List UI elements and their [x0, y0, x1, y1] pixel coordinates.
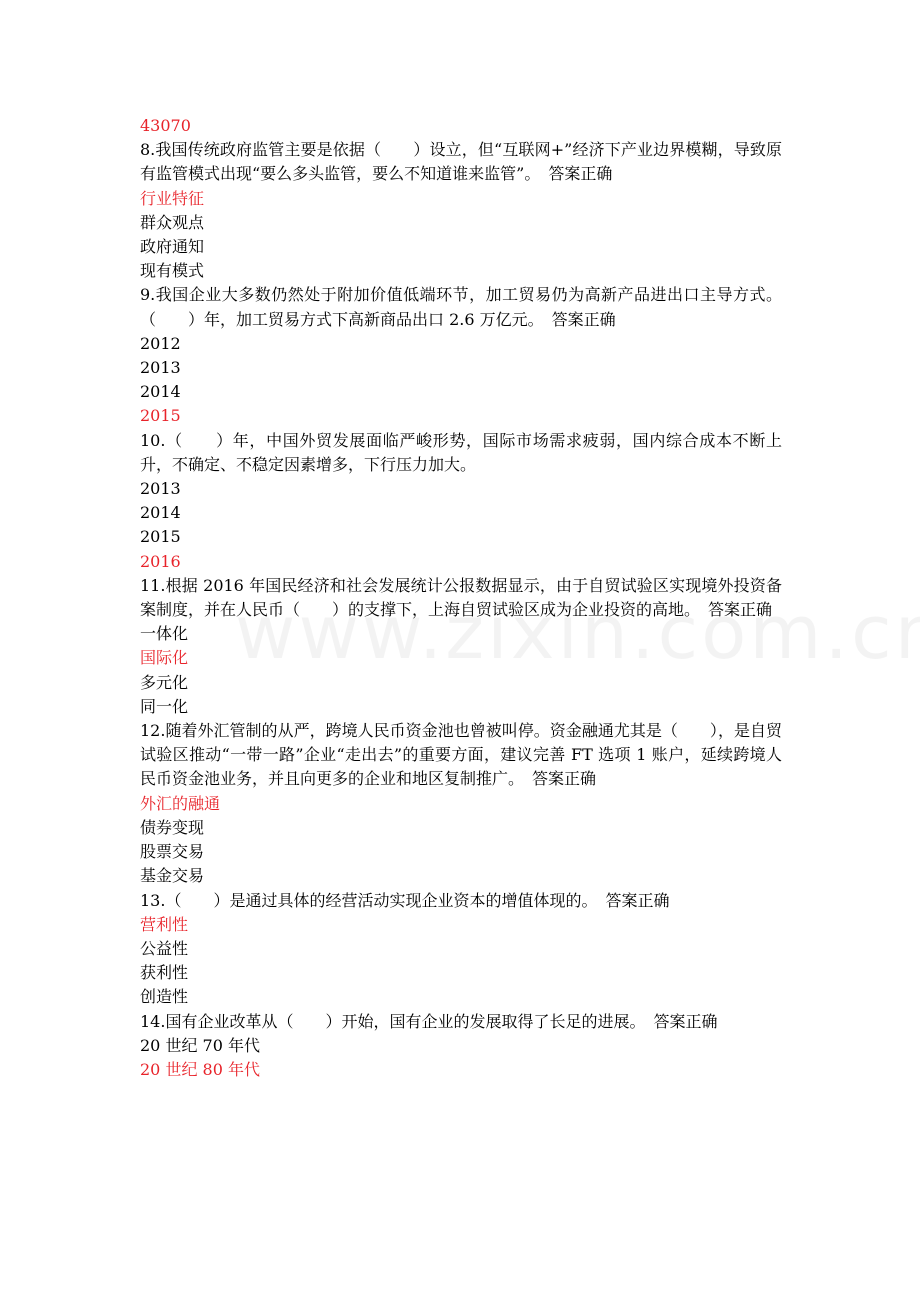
answer-option: 现有模式 [140, 261, 205, 281]
question-text: 10.（ ）年，中国外贸发展面临严峻形势，国际市场需求疲弱，国内综合成本不断上升，不确定、不稳定因素增多，下行压力加大。 [140, 430, 782, 474]
answer-option: 2014 [140, 503, 181, 523]
answer-option: 20 世纪 70 年代 [140, 1035, 260, 1055]
answer-option-correct: 20 世纪 80 年代 [140, 1059, 260, 1079]
answer-option: 一体化 [140, 624, 189, 644]
answer-option: 2013 [140, 358, 181, 378]
question-text: 9.我国企业大多数仍然处于附加价值低端环节，加工贸易仍为高新产品进出口主导方式。（ ）年，加工贸易方式下高新商品出口 2.6 万亿元。 答案正确 [140, 285, 782, 329]
answer-option-correct: 2015 [140, 406, 181, 426]
question-block [140, 138, 782, 283]
question-text: 13.（ ）是通过具体的经营活动实现企业资本的增值体现的。 答案正确 [140, 890, 670, 910]
question-block [140, 429, 782, 574]
answer-option: 获利性 [140, 963, 189, 983]
answer-option: 同一化 [140, 696, 189, 716]
question-text: 12.随着外汇管制的从严，跨境人民币资金池也曾被叫停。资金融通尤其是（ ），是自贸试验区推动“一带一路”企业“走出去”的重要方面，建议完善 FT 选项 1 账户，延续跨境人民币资金池业务，并且向更多的企业和地区复制推广。 答案正确 [140, 721, 782, 789]
answer-option: 2015 [140, 527, 181, 547]
question-block [140, 719, 782, 888]
question-text: 14.国有企业改革从（ ）开始，国有企业的发展取得了长足的进展。 答案正确 [140, 1011, 718, 1031]
question-block [140, 574, 782, 719]
answer-option-correct: 外汇的融通 [140, 793, 221, 813]
answer-option: 基金交易 [140, 866, 205, 886]
answer-option: 2014 [140, 382, 181, 402]
answer-option: 2012 [140, 333, 181, 353]
answer-option-correct: 43070 [140, 116, 191, 135]
question-list [140, 138, 782, 1082]
question-block [140, 283, 782, 428]
answer-option: 多元化 [140, 672, 189, 692]
question-text: 11.根据 2016 年国民经济和社会发展统计公报数据显示，由于自贸试验区实现境外投资备案制度，并在人民币（ ）的支撑下，上海自贸试验区成为企业投资的高地。 答案正确 [140, 575, 782, 620]
answer-option: 债券变现 [140, 817, 205, 837]
answer-option: 公益性 [140, 938, 189, 958]
answer-option: 政府通知 [140, 237, 205, 257]
answer-option-correct: 营利性 [140, 914, 189, 934]
answer-option-correct: 国际化 [140, 648, 189, 668]
question-block [140, 889, 782, 1010]
answer-option-correct: 2016 [140, 551, 181, 571]
answer-option: 群众观点 [140, 212, 205, 232]
answer-option: 股票交易 [140, 842, 205, 862]
answer-option-correct: 行业特征 [140, 188, 205, 208]
answer-option: 创造性 [140, 987, 189, 1007]
document-body [140, 114, 782, 1082]
question-block [140, 1010, 782, 1083]
question-text: 8.我国传统政府监管主要是依据（ ）设立，但“互联网+”经济下产业边界模糊，导致原有监管模式出现“要么多头监管，要么不知道谁来监管”。 答案正确 [140, 140, 782, 184]
answer-option: 2013 [140, 479, 181, 499]
